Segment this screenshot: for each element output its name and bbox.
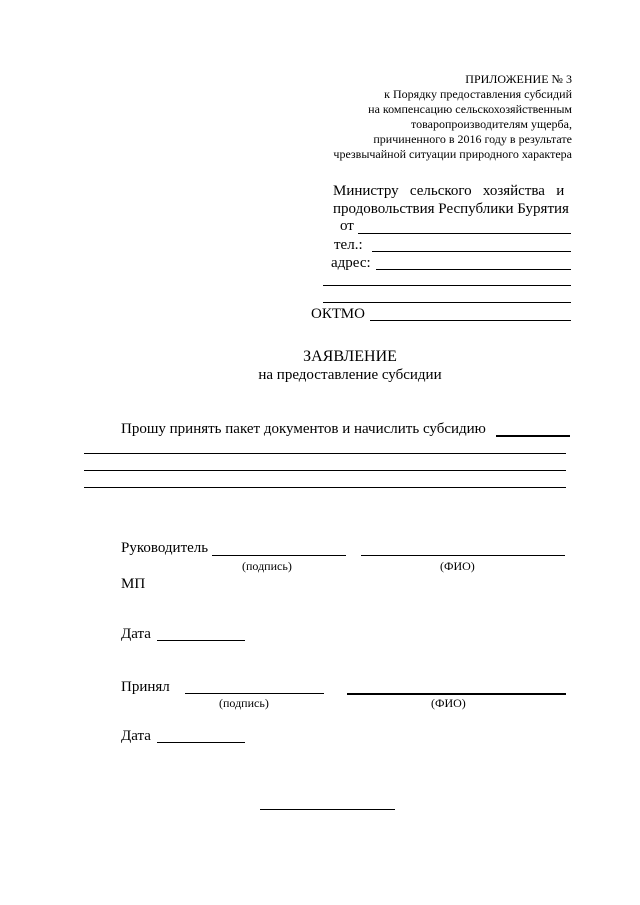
footer-line [260, 809, 395, 810]
date-label-2: Дата [121, 728, 151, 744]
page-subtitle: на предоставление субсидии [258, 367, 442, 383]
stamp-label: МП [121, 576, 146, 592]
appendix-line-2: на компенсацию сельскохозяйственным [368, 102, 572, 116]
addressee-line-2: продовольствия Республики Бурятия [333, 201, 569, 217]
from-field[interactable] [358, 233, 571, 234]
phone-label: тел.: [334, 237, 363, 253]
oktmo-field[interactable] [370, 320, 571, 321]
head-signature-field[interactable] [212, 555, 346, 556]
accepted-name-caption: (ФИО) [431, 696, 466, 710]
page-title: ЗАЯВЛЕНИЕ [303, 348, 397, 365]
request-line-1[interactable] [84, 453, 566, 454]
accepted-label: Принял [121, 679, 170, 695]
head-label: Руководитель [121, 540, 209, 556]
subsidy-amount-field[interactable] [496, 435, 570, 437]
phone-field[interactable] [372, 251, 571, 252]
appendix-line-1: к Порядку предоставления субсидий [384, 87, 572, 101]
address-field-2[interactable] [323, 285, 571, 286]
from-label: от [340, 218, 354, 234]
accepted-name-field[interactable] [347, 693, 566, 695]
address-label: адрес: [331, 255, 371, 271]
head-name-field[interactable] [361, 555, 565, 556]
request-line-3[interactable] [84, 487, 566, 488]
appendix-line-5: чрезвычайной ситуации природного характера [333, 147, 572, 161]
address-field-3[interactable] [323, 302, 571, 303]
date-label-1: Дата [121, 626, 151, 642]
request-line-2[interactable] [84, 470, 566, 471]
accepted-signature-field[interactable] [185, 693, 324, 694]
address-field[interactable] [376, 269, 571, 270]
request-text: Прошу принять пакет документов и начислить субсидию [121, 421, 486, 437]
appendix-line-3: товаропроизводителям ущерба, [411, 117, 572, 131]
head-name-caption: (ФИО) [440, 559, 475, 573]
date-field-1[interactable] [157, 640, 245, 641]
appendix-title: ПРИЛОЖЕНИЕ № 3 [465, 72, 572, 86]
head-signature-caption: (подпись) [242, 559, 292, 573]
appendix-block [333, 72, 572, 162]
date-field-2[interactable] [157, 742, 245, 743]
appendix-line-4: причиненного в 2016 году в результате [373, 132, 572, 146]
oktmo-label: ОКТМО [311, 306, 365, 322]
addressee-line-1: Министру сельского хозяйства и [333, 183, 565, 199]
accepted-signature-caption: (подпись) [219, 696, 269, 710]
